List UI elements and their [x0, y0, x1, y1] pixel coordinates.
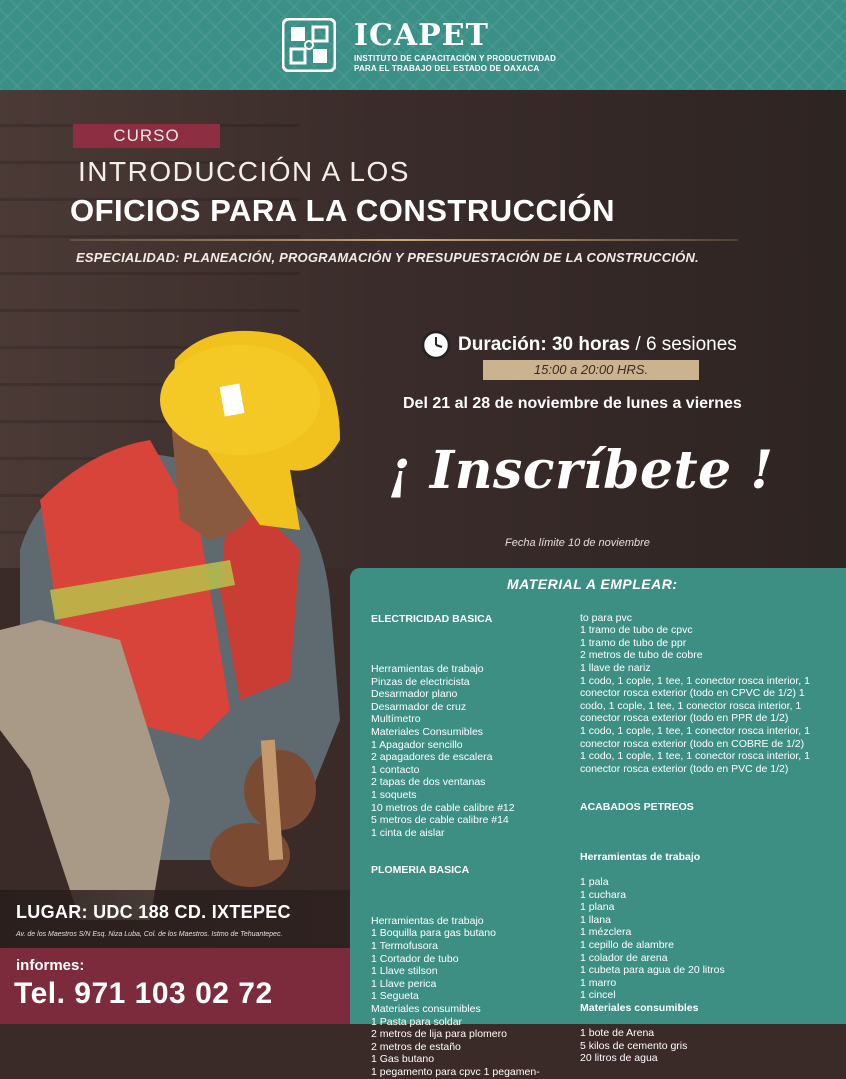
spacer [371, 839, 571, 852]
electricidad-heading: ELECTRICIDAD BASICA [371, 612, 493, 625]
title-divider [70, 239, 738, 241]
duracion-text [458, 334, 737, 356]
acabados-materiales-heading: Materiales consumibles [580, 1002, 699, 1014]
brand-subtitle-line1: INSTITUTO DE CAPACITACIÓN Y PRODUCTIVIDAD [354, 54, 557, 63]
fechas-text: Del 21 al 28 de noviembre de lunes a viernes [403, 395, 742, 412]
sesiones-label: / 6 sesiones [630, 334, 737, 355]
fecha-limite-text: Fecha límite 10 de noviembre [505, 537, 650, 549]
clock-icon [421, 330, 451, 360]
plomeria-list-continued: to para pvc 1 tramo de tubo de cpvc 1 tramo de tubo de ppr 2 metros de tubo de cobre 1 llave de nariz 1 codo, 1 cople, 1 tee, 1 conector rosca interior, 1 conector rosca exterior (todo en CPVC de 1/2) 1 codo, 1 cople, 1 tee, 1 conector rosca interior, 1 conector rosca exterior (todo en PPR de 1/2) 1 codo, 1 cople, 1 tee, 1 conector rosca interior, 1 conector rosca exterior (todo en COBRE de 1/2) 1 codo, 1 cople, 1 tee, 1 conector rosca interior, 1 conector rosca exterior (todo en PVC de 1/2) [580, 611, 810, 775]
electricidad-list: Herramientas de trabajo Pinzas de electricista Desarmador plano Desarmador de cruz Multímetro Materiales Consumibles 1 Apagador sencillo 2 apagadores de escalera 1 contacto 2 tapas de dos ventanas 1 soquets 10 metros de cable calibre #12 5 metros de cable calibre #14 1 cinta de aislar [371, 662, 515, 839]
header-banner [0, 0, 846, 90]
brand-subtitle [354, 54, 556, 74]
horario-badge: 15:00 a 20:00 HRS. [483, 360, 699, 380]
acabados-materiales-list: 1 bote de Arena 5 kilos de cemento gris 20 litros de agua [580, 1027, 688, 1065]
inscribete-heading: ¡ Inscríbete ! [388, 440, 774, 501]
brand-subtitle-line2: PARA EL TRABAJO DEL ESTADO DE OAXACA [354, 64, 540, 73]
direccion-text: Av. de los Maestros S/N Esq. Niza Luba, Col. de los Maestros. Istmo de Tehuantepec. [16, 931, 283, 938]
spacer [371, 638, 571, 651]
brand-name: ICAPET [354, 18, 489, 53]
spacer [580, 775, 835, 788]
telefono-text: Tel. 971 103 02 72 [14, 977, 273, 1010]
curso-badge: CURSO [73, 124, 220, 148]
plomeria-heading: PLOMERIA BASICA [371, 864, 470, 877]
spacer [371, 890, 571, 903]
acabados-heading: ACABADOS PETREOS [580, 800, 694, 813]
spacer [580, 826, 835, 839]
acabados-herramientas-heading: Herramientas de trabajo [580, 850, 701, 863]
duracion-label: Duración: 30 horas [458, 334, 631, 355]
worker-photo [0, 300, 360, 950]
course-title-line1: INTRODUCCIÓN A LOS [78, 156, 410, 187]
plomeria-list: Herramientas de trabajo 1 Boquilla para gas butano 1 Termofusora 1 Cortador de tubo 1 Llave stilson 1 Llave perica 1 Segueta Materiales consumibles 1 Pasta para soldar 2 metros de lija para plomero 2 metros de estaño 1 Gas butano 1 pegamento para cpvc 1 pegamen- [371, 914, 540, 1078]
acabados-herramientas-list: 1 pala 1 cuchara 1 plana 1 llana 1 mézclera 1 cepillo de alambre 1 colador de arena 1 cubeta para agua de 20 litros 1 marro 1 cincel [580, 876, 725, 1002]
material-column-left [371, 600, 571, 1079]
icapet-logo-icon [282, 18, 336, 72]
lugar-text: LUGAR: UDC 188 CD. IXTEPEC [16, 902, 291, 922]
material-title: MATERIAL A EMPLEAR: [507, 576, 678, 592]
especialidad-text: ESPECIALIDAD: PLANEACIÓN, PROGRAMACIÓN Y PRESUPUESTACIÓN DE LA CONSTRUCCIÓN. [76, 250, 699, 265]
course-title-line2: OFICIOS PARA LA CONSTRUCCIÓN [70, 193, 616, 228]
informes-label: informes: [16, 957, 85, 974]
material-column-right [580, 599, 835, 1065]
